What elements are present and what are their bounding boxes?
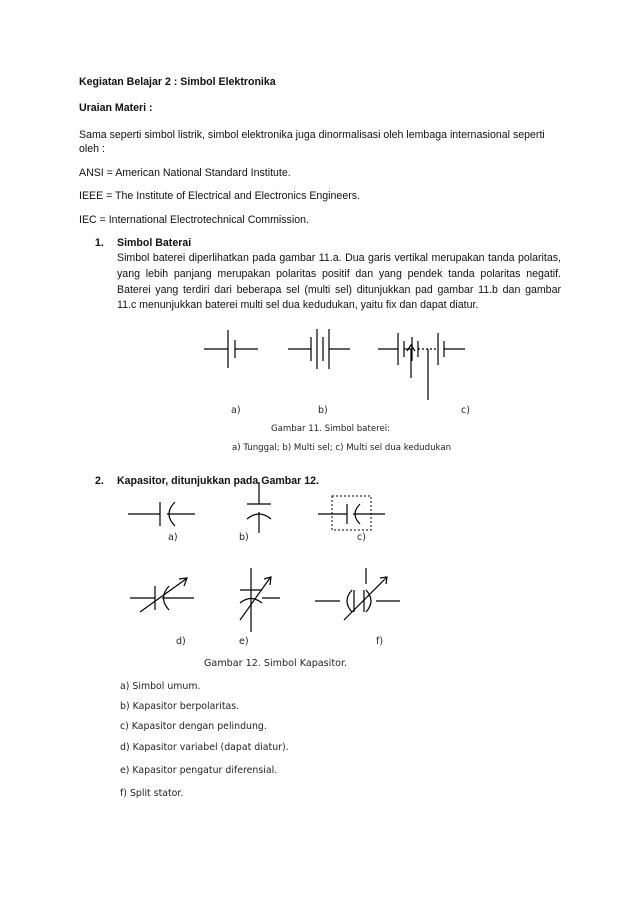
section1-title: Simbol Baterai	[117, 237, 192, 249]
capacitor-list-item: f) Split stator.	[120, 788, 184, 799]
section1-paragraph-line: Simbol baterei diperlihatkan pada gambar 11.a. Dua garis vertikal merupakan tanda polaritas,	[117, 252, 561, 264]
figure12-label-d: d)	[176, 636, 186, 647]
section2-number: 2.	[95, 475, 104, 487]
section1-paragraph-line: 11.c menunjukkan baterei multi sel dua kedudukan, yaitu fix dan dapat diatur.	[117, 299, 479, 311]
section-subtitle: Uraian Materi :	[79, 102, 153, 114]
capacitor-list-item: a) Simbol umum.	[120, 681, 201, 692]
figure11-label-b: b)	[318, 405, 328, 416]
figure12-label-c: c)	[357, 532, 366, 543]
section1-paragraph-line: yang lebih panjang merupakan polaritas positif dan yang pendek tanda polaritas negatif.	[117, 268, 561, 280]
figure12-label-f: f)	[376, 636, 384, 647]
section1-number: 1.	[95, 237, 104, 249]
standard-ieee: IEEE = The Institute of Electrical and Electronics Engineers.	[79, 190, 360, 202]
figure12-label-b: b)	[239, 532, 249, 543]
intro-line-1: Sama seperti simbol listrik, simbol elektronika juga dinormalisasi oleh lembaga internasional seperti	[79, 129, 545, 141]
capacitor-list-item: c) Kapasitor dengan pelindung.	[120, 721, 267, 732]
capacitor-split-stator-symbol	[315, 568, 400, 620]
capacitor-list-item: e) Kapasitor pengatur diferensial.	[120, 765, 278, 776]
figure12-caption: Gambar 12. Simbol Kapasitor.	[204, 658, 348, 669]
section2-title: Kapasitor, ditunjukkan pada Gambar 12.	[117, 475, 319, 487]
capacitor-polarized-symbol	[247, 482, 271, 533]
figure11-label-a: a)	[231, 405, 241, 416]
page-title: Kegiatan Belajar 2 : Simbol Elektronika	[79, 76, 276, 88]
figure11-caption: Gambar 11. Simbol baterei:	[271, 424, 391, 434]
capacitor-variable-symbol	[130, 578, 194, 612]
figure12-label-e: e)	[239, 636, 249, 647]
capacitor-differential-symbol	[240, 568, 280, 632]
capacitor-list-item: d) Kapasitor variabel (dapat diatur).	[120, 742, 289, 753]
section1-paragraph-line: Baterei yang terdiri dari beberapa sel (multi sel) ditunjukkan pad gambar 11.b dan gambar	[117, 284, 561, 296]
figure11-subcaption: a) Tunggal; b) Multi sel; c) Multi sel dua kedudukan	[232, 443, 452, 453]
intro-line-2: oleh :	[79, 143, 105, 155]
capacitor-shielded-symbol	[318, 496, 385, 530]
capacitor-general-symbol	[128, 502, 195, 526]
standard-ansi: ANSI = American National Standard Institute.	[79, 167, 291, 179]
standard-iec: IEC = International Electrotechnical Commission.	[79, 214, 309, 226]
figure12-label-a: a)	[168, 532, 178, 543]
figure11-label-c: c)	[461, 405, 470, 416]
capacitor-list-item: b) Kapasitor berpolaritas.	[120, 701, 240, 712]
